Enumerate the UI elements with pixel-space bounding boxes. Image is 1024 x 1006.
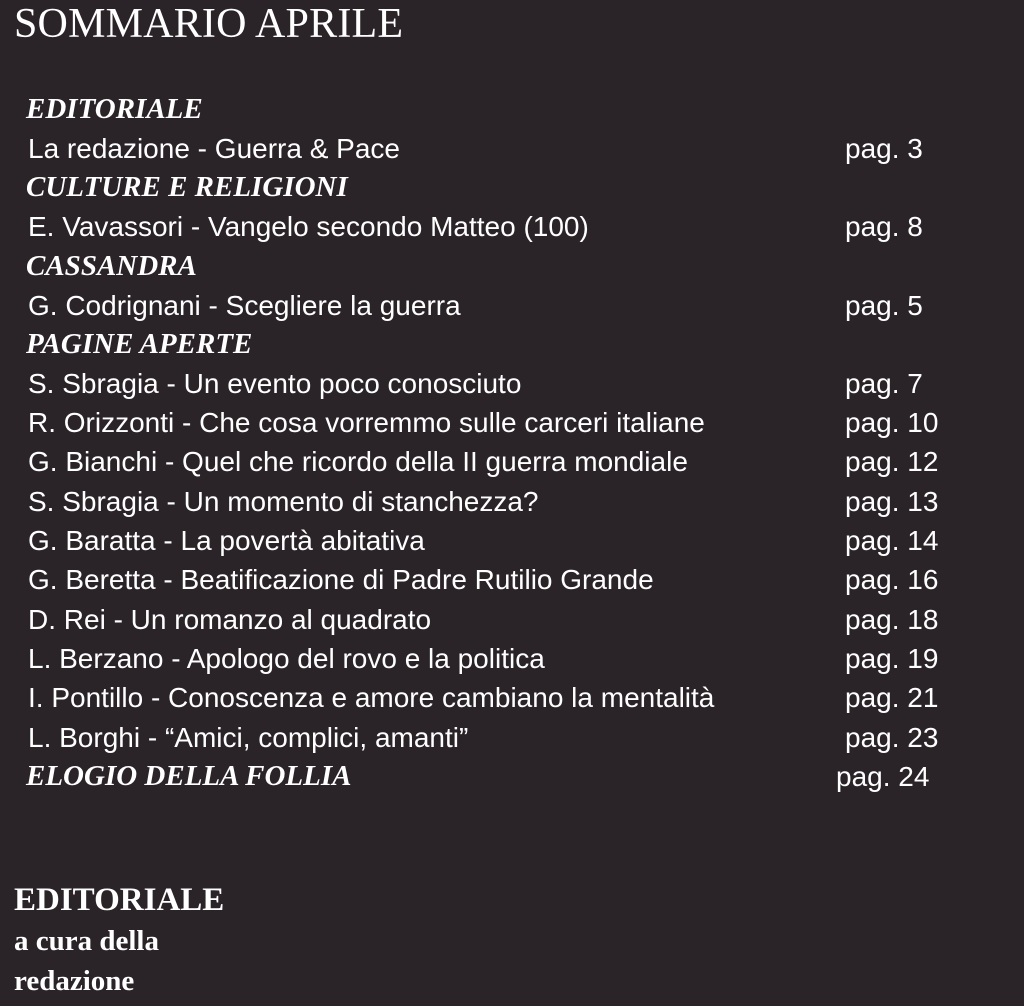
editorial-credit [14, 879, 224, 1001]
entry-title: G. Bianchi - Quel che ricordo della II guerra mondiale [28, 446, 688, 478]
toc-entry[interactable] [28, 442, 1024, 481]
entry-page: pag. 19 [845, 642, 939, 674]
editorial-heading: EDITORIALE [14, 882, 225, 918]
entry-page: pag. 14 [845, 525, 939, 557]
toc-entry[interactable] [28, 600, 1024, 639]
entry-title: D. Rei - Un romanzo al quadrato [28, 603, 432, 635]
section-heading [26, 90, 1024, 129]
toc-entry[interactable] [28, 678, 1024, 717]
entry-page: pag. 3 [845, 133, 923, 164]
section-label: EDITORIALE [26, 93, 203, 125]
table-of-contents [0, 90, 1024, 796]
entry-title: La redazione - Guerra & Pace [28, 133, 400, 164]
entry-title: S. Sbragia - Un evento poco conosciuto [28, 367, 522, 399]
toc-entry[interactable] [28, 560, 1024, 599]
toc-entry[interactable] [28, 639, 1024, 678]
toc-entry[interactable] [28, 521, 1024, 560]
section-heading [26, 247, 1024, 286]
entry-title: S. Sbragia - Un momento di stanchezza? [28, 485, 539, 517]
entry-page: pag. 18 [845, 603, 939, 635]
section-label: CULTURE E RELIGIONI [26, 171, 348, 204]
section-heading [26, 757, 1024, 796]
page-title: SOMMARIO APRILE [14, 1, 404, 47]
entry-page: pag. 16 [845, 564, 939, 596]
entry-page: pag. 23 [845, 721, 939, 753]
toc-entry[interactable] [28, 129, 1024, 168]
entry-page: pag. 12 [845, 446, 939, 478]
entry-title: G. Beretta - Beatificazione di Padre Rutilio Grande [28, 564, 654, 596]
editorial-credit-line-1: a cura della [14, 925, 159, 957]
entry-title: G. Baratta - La povertà abitativa [28, 525, 425, 557]
toc-entry[interactable] [28, 482, 1024, 521]
entry-page: pag. 7 [845, 367, 923, 399]
toc-entry[interactable] [28, 364, 1024, 403]
section-page: pag. 24 [836, 760, 930, 792]
toc-entry[interactable] [28, 403, 1024, 442]
section-label: CASSANDRA [26, 249, 197, 282]
entry-page: pag. 10 [845, 407, 939, 439]
section-heading [26, 325, 1024, 364]
editorial-credit-line-2: redazione [14, 965, 135, 997]
entry-title: G. Codrignani - Scegliere la guerra [28, 289, 461, 321]
section-heading [26, 168, 1024, 207]
entry-title: L. Berzano - Apologo del rovo e la politica [28, 642, 545, 674]
toc-entry[interactable] [28, 207, 1024, 246]
toc-entry[interactable] [28, 286, 1024, 325]
entry-title: R. Orizzonti - Che cosa vorremmo sulle carceri italiane [28, 407, 705, 439]
entry-title: L. Borghi - “Amici, complici, amanti” [28, 721, 469, 753]
section-label: ELOGIO DELLA FOLLIA [26, 759, 352, 792]
entry-title: I. Pontillo - Conoscenza e amore cambiano la mentalità [28, 682, 715, 714]
entry-page: pag. 8 [845, 211, 923, 243]
entry-page: pag. 13 [845, 485, 939, 517]
toc-entry[interactable] [28, 718, 1024, 757]
entry-page: pag. 21 [845, 682, 939, 714]
entry-title: E. Vavassori - Vangelo secondo Matteo (100) [28, 211, 589, 243]
entry-page: pag. 5 [845, 289, 923, 321]
section-label: PAGINE APERTE [26, 327, 253, 360]
